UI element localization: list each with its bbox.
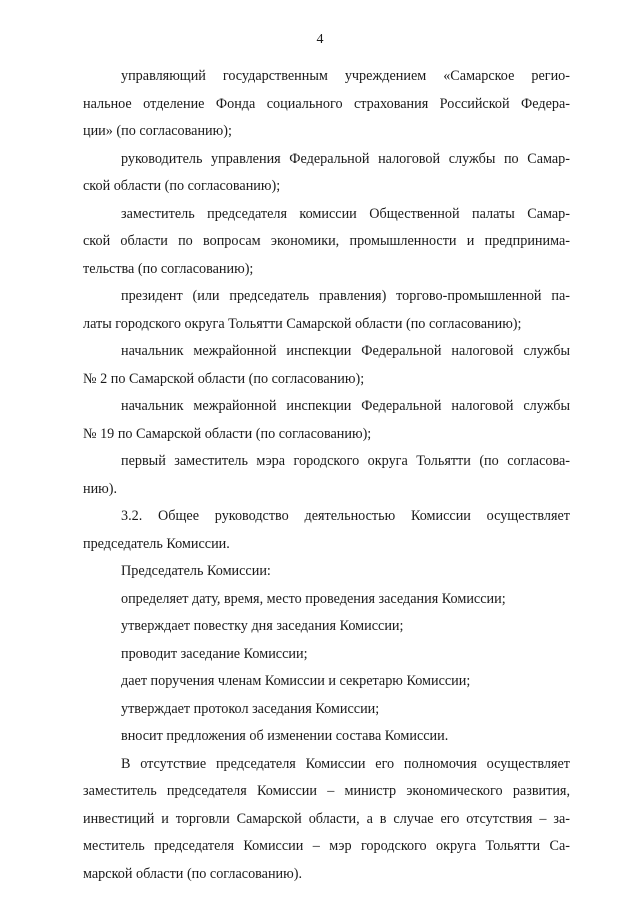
paragraph (83, 338, 570, 393)
text-line: № 2 по Самарской области (по согласованию); (83, 370, 365, 387)
text-line: тельства (по согласованию); (83, 260, 254, 277)
text-line: Председатель Комиссии: (121, 563, 271, 579)
text-line: первый заместитель мэра городского округа Тольятти (по согласова- (121, 453, 570, 469)
text-line: меститель председателя Комиссии – мэр городского округа Тольятти Са- (83, 838, 570, 854)
paragraph (83, 503, 570, 558)
text-line: латы городского округа Тольятти Самарской области (по согласованию); (83, 315, 522, 332)
text-line: вносит предложения об изменении состава Комиссии. (121, 728, 449, 744)
page-number: 4 (316, 32, 324, 47)
paragraph (83, 641, 570, 669)
text-line: дает поручения членам Комиссии и секретарю Комиссии; (121, 673, 471, 689)
text-line: ции» (по согласованию); (83, 123, 232, 139)
paragraph (83, 723, 570, 751)
text-line: № 19 по Самарской области (по согласованию); (83, 425, 372, 442)
text-line: начальник межрайонной инспекции Федеральной налоговой службы (121, 343, 570, 359)
paragraph (83, 393, 570, 448)
text-line: В отсутствие председателя Комиссии его полномочия осуществляет (121, 755, 570, 772)
text-line: марской области (по согласованию). (83, 865, 303, 882)
text-line: утверждает протокол заседания Комиссии; (121, 700, 380, 717)
text-line: начальник межрайонной инспекции Федеральной налоговой службы (121, 398, 570, 414)
paragraph (83, 283, 570, 338)
text-line: утверждает повестку дня заседания Комиссии; (121, 618, 404, 634)
text-line: ской области (по согласованию); (83, 178, 281, 194)
paragraph (83, 668, 570, 696)
text-line: определяет дату, время, место проведения заседания Комиссии; (121, 590, 506, 607)
document-body (83, 63, 570, 888)
paragraph (83, 613, 570, 641)
text-line: нальное отделение Фонда социального страхования Российской Федера- (83, 95, 570, 112)
text-line: заместитель председателя комиссии Общественной палаты Самар- (121, 205, 570, 222)
text-line: нию). (83, 480, 118, 497)
paragraph (83, 146, 570, 201)
text-line: управляющий государственным учреждением «Самарское регио- (121, 68, 570, 84)
text-line: руководитель управления Федеральной налоговой службы по Самар- (121, 150, 570, 167)
paragraph (83, 63, 570, 146)
text-line: инвестиций и торговли Самарской области, а в случае его отсутствия – за- (83, 810, 570, 827)
text-line: президент (или председатель правления) торгово-промышленной па- (121, 288, 570, 304)
paragraph (83, 586, 570, 614)
paragraph (83, 696, 570, 724)
paragraph (83, 558, 570, 586)
text-line: проводит заседание Комиссии; (121, 645, 308, 662)
paragraph (83, 201, 570, 284)
paragraph (83, 751, 570, 889)
text-line: 3.2. Общее руководство деятельностью Комиссии осуществляет (121, 508, 570, 524)
text-line: ской области по вопросам экономики, промышленности и предпринима- (83, 233, 570, 249)
text-line: председатель Комиссии. (83, 535, 230, 552)
text-line: заместитель председателя Комиссии – министр экономического развития, (83, 783, 570, 799)
paragraph (83, 448, 570, 503)
